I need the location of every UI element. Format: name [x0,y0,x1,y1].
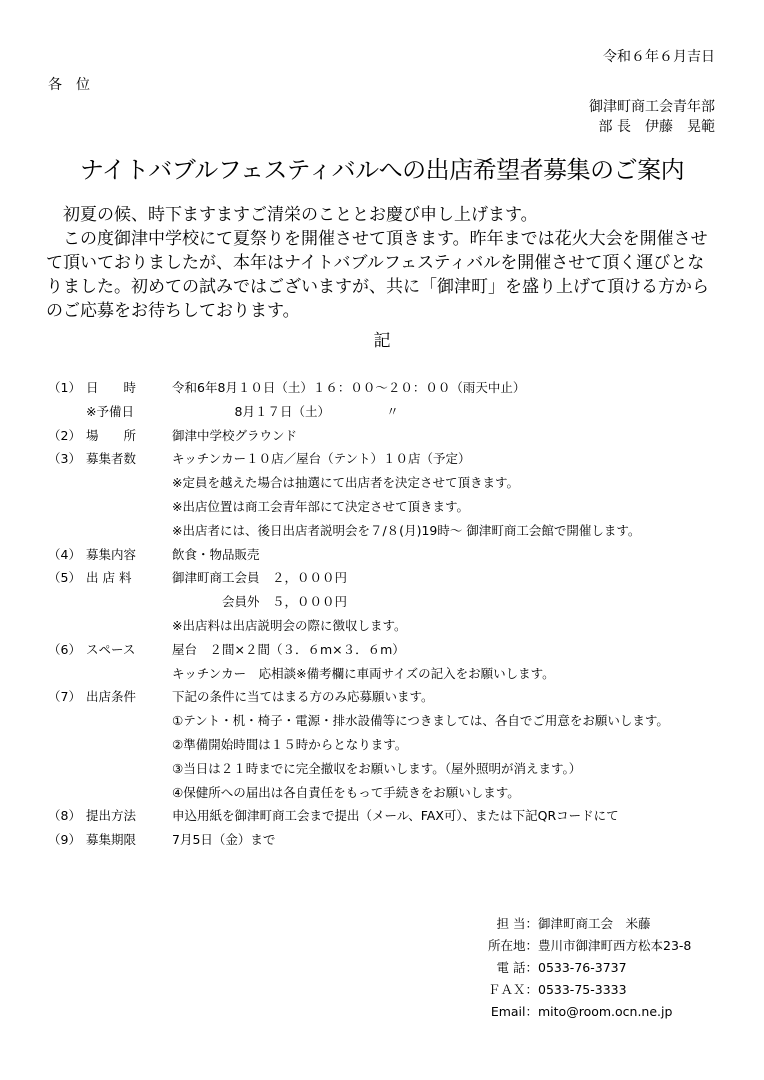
detail-note: ※出店者には、後日出店者説明会を７/８(月)19時～ 御津町商工会館で開催します。 [172,522,641,538]
item-value: 令和6年8月１０日（土）１６：００～２０：００（雨天中止） [172,380,526,395]
issue-date: 令和６年６月吉日 [603,49,715,65]
item-number: （4） [48,546,81,562]
item-label: スペース [86,641,136,657]
detail-row-content [48,543,669,567]
item-number: （7） [48,689,81,705]
contact-email [483,1001,691,1023]
contact-value: 御津町商工会 米藤 [538,916,651,931]
contact-key: Email： [490,1004,538,1019]
item-number: （8） [48,808,81,824]
item-value: 御津町商工会員 ２，０００円 [172,570,348,586]
contact-block [483,913,691,1023]
detail-row-fee [48,566,669,590]
item-value: 飲食・物品販売 [172,546,260,562]
detail-row-reserve-date [48,400,669,424]
detail-row-conditions [48,685,669,709]
detail-note: ④保健所への届出は各自責任をもって手続きをお願いします。 [172,784,520,800]
ki-heading: 記 [373,331,391,351]
detail-note: ③当日は２１時までに完全撤収をお願いします。（屋外照明が消えます。） [172,760,582,776]
contact-phone [483,957,691,979]
contact-key: 電 話： [496,960,538,975]
sender-block [589,97,715,137]
detail-note: 会員外 ５，０００円 [172,594,348,610]
item-label: 募集期限 [86,832,137,848]
item-number: （2） [48,427,81,443]
item-label: 場 所 [86,427,137,443]
item-number: （6） [48,641,81,657]
detail-row-deadline [48,828,669,852]
detail-note: ①テント・机・椅子・電源・排水設備等につきましては、各自でご用意をお願いします。 [172,713,669,729]
contact-value: 0533-76-3737 [538,960,627,975]
addressee: 各位 [48,77,104,93]
item-value: 御津中学校グラウンド [172,427,298,443]
item-label: ※予備日 [86,403,134,419]
item-value: 申込用紙を御津町商工会まで提出（メール、FAX可）、または下記QRコードにて [172,808,619,824]
item-label: 日 時 [86,380,137,395]
contact-key: 所在地： [487,938,538,953]
item-number: （5） [48,570,81,586]
contact-value: 豊川市御津町西方松本23-8 [538,938,692,953]
contact-key: ＦＡＸ： [487,982,538,997]
item-number: （3） [48,451,81,467]
item-value: キッチンカー１０店／屋台（テント）１０店（予定） [172,451,471,467]
contact-address [483,935,691,957]
contact-key: 担 当： [496,916,538,931]
contact-person [483,913,691,935]
detail-row-space [48,638,669,662]
document-title: ナイトバブルフェスティバルへの出店希望者募集のご案内 [79,156,685,184]
intro-text [46,203,718,323]
item-value: 7月5日（金）まで [172,832,276,848]
item-value: 屋台 ２間×２間（３．６m×３．６m） [172,641,405,657]
item-number: （1） [48,380,81,395]
contact-fax [483,979,691,1001]
intro-paragraph-1: 初夏の候、時下ますますご清栄のこととお慶び申し上げます。 [63,205,538,225]
item-number: （9） [48,832,81,848]
detail-row-datetime [48,376,669,400]
item-label: 出店条件 [86,689,137,705]
item-label: 募集内容 [86,546,137,562]
detail-note: ※出店料は出店説明会の際に徴収します。 [172,617,407,633]
item-label: 募集者数 [86,451,137,467]
sender-organization: 御津町商工会青年部 [589,99,715,115]
detail-note: ※定員を越えた場合は抽選にて出店者を決定させて頂きます。 [172,475,519,491]
detail-note: キッチンカー 応相談※備考欄に車両サイズの記入をお願いします。 [172,665,555,681]
intro-paragraph-2: この度御津中学校にて夏祭りを開催させて頂きます。昨年までは花火大会を開催させて頂いておりましたが、本年はナイトバブルフェスティバルを開催させて頂く運びとなりました。初めての試みではございますが、共に「御津町」を盛り上げて頂ける方からのご応募をお待ちしております。 [46,229,709,321]
details-list [48,376,669,852]
item-label: 出 店 料 [86,570,132,586]
item-value: 下記の条件に当てはまる方のみ応募願います。 [172,689,434,705]
contact-value: mito@room.ocn.ne.jp [538,1004,673,1019]
item-label: 提出方法 [86,808,137,824]
detail-row-submission [48,804,669,828]
sender-person: 部 長 伊藤 晃範 [598,119,715,135]
detail-row-recruit-count [48,447,669,471]
detail-row-location [48,424,669,448]
detail-note: ②準備開始時間は１５時からとなります。 [172,736,408,752]
detail-note: ※出店位置は商工会青年部にて決定させて頂きます。 [172,498,469,514]
item-value: 8月１７日（土） 〃 [172,403,399,419]
contact-value: 0533-75-3333 [538,982,627,997]
